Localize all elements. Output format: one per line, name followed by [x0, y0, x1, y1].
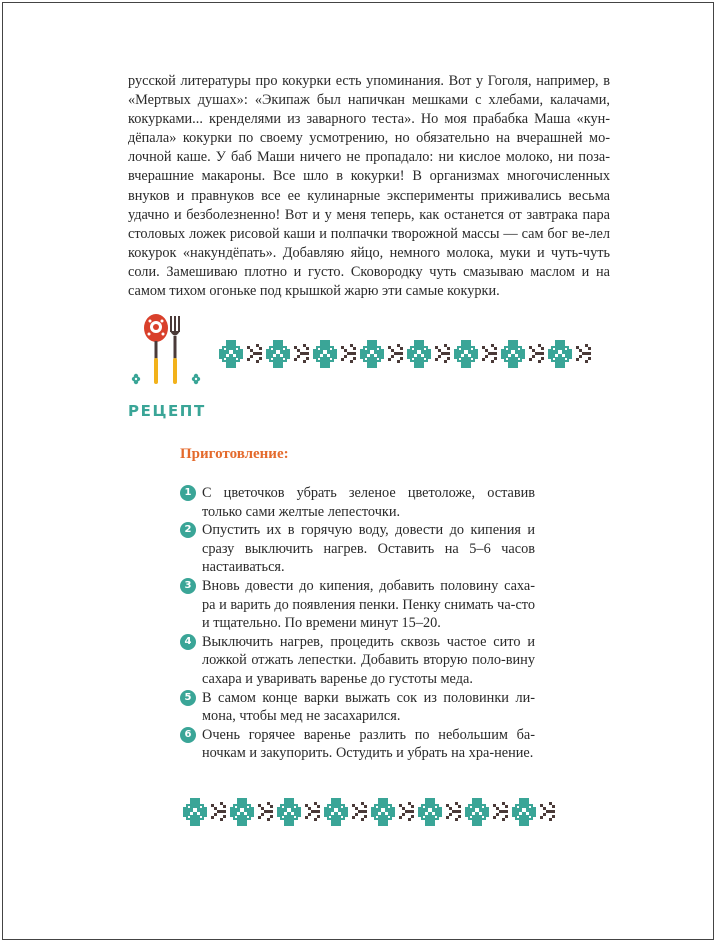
- step-number-badge: 4: [180, 634, 196, 650]
- ornament-border-top: [218, 336, 596, 372]
- step-item: [180, 577, 535, 633]
- step-number-badge: 3: [180, 578, 196, 594]
- step-text: В самом конце варки выжать сок из половинки ли-мона, чтобы мед не засахарился.: [202, 689, 535, 725]
- step-item: [180, 633, 535, 689]
- step-number-badge: 2: [180, 522, 196, 538]
- step-number-badge: 1: [180, 485, 196, 501]
- step-item: [180, 726, 535, 763]
- step-item: [180, 521, 535, 577]
- step-text: Очень горячее варенье разлить по небольшим ба-ночкам и закупорить. Остудить и убрать на хра-нение.: [202, 726, 535, 762]
- step-number-badge: 5: [180, 690, 196, 706]
- recipe-heading: РЕЦЕПТ: [128, 402, 206, 420]
- spoon-fork-icon: [128, 312, 208, 390]
- step-text: Выключить нагрев, процедить сквозь частое сито и ложкой отжать лепестки. Добавить вторую поло-вину сахара и уваривать варенье до густоты меда.: [202, 633, 535, 687]
- step-item: [180, 484, 535, 521]
- step-number-badge: 6: [180, 727, 196, 743]
- preparation-heading: Приготовление:: [180, 446, 289, 462]
- step-item: [180, 689, 535, 726]
- step-text: С цветочков убрать зеленое цветоложе, оставив только сами желтые лепесточки.: [202, 485, 535, 520]
- step-text: Опустить их в горячую воду, довести до кипения и сразу выключить нагрев. Оставить на 5–6 часов настаиваться.: [202, 522, 535, 576]
- steps-list: [180, 484, 535, 763]
- step-text: Вновь довести до кипения, добавить половину саха-ра и варить до появления пенки. Пенку снимать ча-сто и тщательно. По времени минут 15–20.: [202, 577, 535, 632]
- ornament-border-bottom: [182, 794, 560, 830]
- intro-paragraph: русской литературы про кокурки есть упоминания. Вот у Гоголя, например, в «Мертвых душах»: «Экипаж был напичкан мешками с хлебами, калачами, кокурками... кренделями из заварного теста». Но моя прабабка Маша «кун-дёпала» кокурки по своему усмотрению, но обязательно на вчерашней мо-лочной каше. У баб Маши ничего не пропадало: ни кислое молоко, ни поза-вчерашние макароны. Все шло в кокурки! В организмах многочисленных внуков и правнуков все ее кулинарные эксперименты приживались весьма удачно и безболезненно! Вот и у меня теперь, как останется от завтрака пара столовых ложек рисовой каши и полпачки творожной массы — сам бог ве-лел кокурок «накундёпать». Добавляю яйцо, немного молока, муки и чуть-чуть соли. Замешиваю плотно и густо. Сковородку чуть смазываю маслом и на самом тихом огоньке под крышкой жарю эти самые кокурки.: [128, 73, 610, 300]
